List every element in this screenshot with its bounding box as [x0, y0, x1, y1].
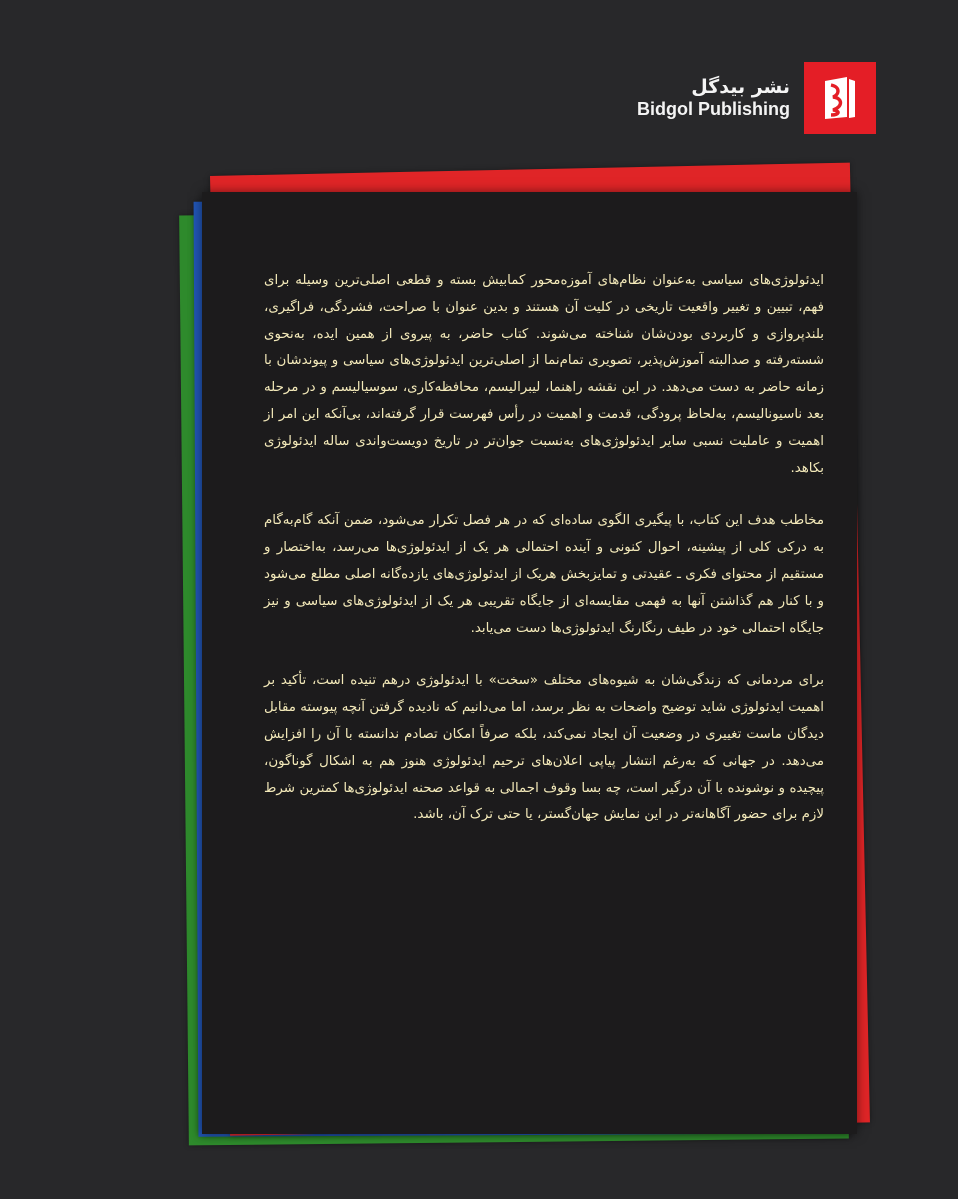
publisher-name — [637, 77, 790, 120]
paragraph-2: مخاطب هدف این کتاب، با پیگیری الگوی ساده‌ای که در هر فصل تکرار می‌شود، ضمن آنکه گام‌به‌گام به درکی کلی از پیشینه، احوال کنونی و آینده احتمالی هر یک از ایدئولوژی‌ها می‌رسد، به‌اختصار و مستقیم از محتوای فکری ـ عقیدتی و تمایزبخش هریک از ایدئولوژی‌های یازده‌گانه اصلی مطلع می‌شود و با کنار هم گذاشتن آنها به فهمی مقایسه‌ای از جایگاه تقریبی هر یک از ایدئولوژی‌های سیاسی و نیز جایگاه احتمالی خود در طیف رنگارنگ ایدئولوژی‌ها دست می‌یابد. — [264, 513, 824, 636]
publisher-block — [637, 62, 876, 134]
publisher-name-fa: نشر بیدگل — [691, 75, 790, 98]
back-cover-text — [264, 268, 824, 855]
paragraph-3: برای مردمانی که زندگی‌شان به شیوه‌های مختلف «سخت» با ایدئولوژی درهم تنیده است، تأکید بر اهمیت ایدئولوژی شاید توضیح واضحات به نظر برسد، اما می‌دانیم که نادیده گرفتن آنچه پیوسته مقابل دیدگان ماست تغییری در وضعیت آن ایجاد نمی‌کند، بلکه صرفاً امکان تصادم ندانسته با آن را افزایش می‌دهد. در جهانی که به‌رغم انتشار پیاپی اعلان‌های ترحیم ایدئولوژی هنوز هم به اشکال گوناگون، پیچیده و نوشونده با آن درگیر است، چه بسا وقوف اجمالی به قواعد صحنه ایدئولوژی‌ها کمترین شرط لازم برای حضور آگاهانه‌تر در این نمایش جهان‌گستر، یا حتی ترک آن، باشد. — [264, 673, 824, 823]
bidgol-logo-icon — [804, 62, 876, 134]
paragraph-1: ایدئولوژی‌های سیاسی به‌عنوان نظام‌های آموزه‌محور کمابیش بسته و قطعی اصلی‌ترین وسیله برای فهم، تبیین و تغییر واقعیت تاریخی در کلیت آن هستند و بدین عنوان با صراحت، فشردگی، فراگیری، بلندپروازی و کاربردی بودن‌شان شناخته می‌شوند. کتاب حاضر، به پیروی از همین ایده، به‌نحوی شسته‌رفته و صدالبته آموزش‌پذیر، تصویری تمام‌نما از اصلی‌ترین ایدئولوژی‌های سیاسی و پیوندشان با زمانه حاضر به دست می‌دهد. در این نقشه راهنما، لیبرالیسم، محافظه‌کاری، سوسیالیسم و در مرحله بعد ناسیونالیسم، به‌لحاظ پرودگی، قدمت و اهمیت در رأس فهرست قرار گرفته‌اند، بی‌آنکه این امر از اهمیت و عاملیت نسبی سایر ایدئولوژی‌های به‌نسبت جوان‌تر در تاریخ دویست‌واندی ساله ایدئولوژی بکاهد. — [264, 273, 824, 476]
publisher-name-en: Bidgol Publishing — [637, 98, 790, 119]
